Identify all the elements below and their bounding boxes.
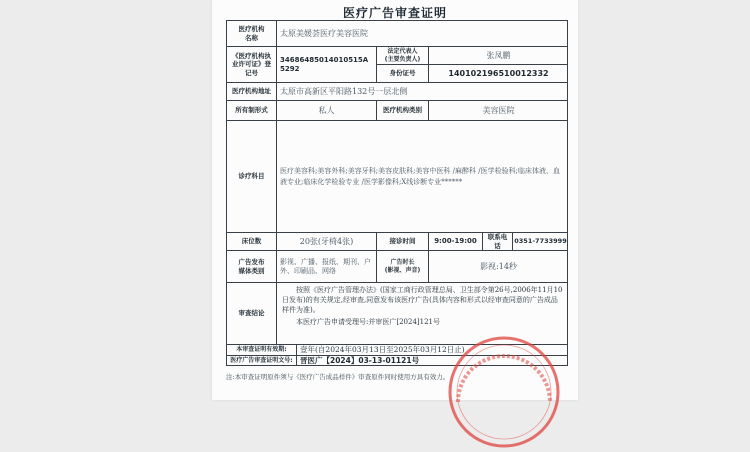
conclusion-application-number: 本医疗广告申请受理号:并审医广[2024]121号 <box>296 318 440 327</box>
value-category: 美容医院 <box>428 100 568 120</box>
value-beds: 20张(牙椅4张) <box>276 232 376 250</box>
label-conclusion: 审查结论 <box>226 282 276 344</box>
value-subjects: 医疗美容科;美容外科;美容牙科;美容皮肤科;美容中医科 /麻醉科 /医学检验科;临床体液、血液专业;临床化学检验专业 /医学影像科;X线诊断专业****** <box>276 120 568 232</box>
label-ownership: 所有制形式 <box>226 100 276 120</box>
footnote: 注:本审查证明原件须与《医疗广告成品样件》审查原件同时使用方具有效力。 <box>226 373 450 381</box>
label-media-type: 广告发布 媒体类别 <box>226 250 276 282</box>
conclusion-paragraph: 按照《医疗广告管理办法》(国家工商行政管理总局、卫生部令第26号,2006年11月10日发布)的有关规定,经审查,同意发布该医疗广告(具体内容和形式以经审查同意的广告成品样件为准)。 <box>282 286 563 315</box>
label-phone: 联系电话 <box>482 232 512 250</box>
value-address: 太原市高新区平阳路132号一层北侧 <box>276 82 568 100</box>
value-phone: 0351-7733999 <box>512 232 568 250</box>
value-valid-period: 壹年(自2024年03月13日至2025年03月12日止) <box>296 344 568 355</box>
value-approval-number: 晋医广【2024】03-13-01121号 <box>296 355 568 366</box>
label-address: 医疗机构地址 <box>226 82 276 100</box>
label-id-number: 身份证号 <box>376 64 428 82</box>
value-license-number: 34686485014010515A5292 <box>276 46 376 82</box>
label-category: 医疗机构类别 <box>376 100 428 120</box>
label-subjects: 诊疗科目 <box>226 120 276 232</box>
value-legal-representative: 张凤鹏 <box>428 46 568 64</box>
label-institution-name: 医疗机构 名称 <box>226 20 276 46</box>
certificate-paper <box>212 0 578 400</box>
value-duration: 影视:14秒 <box>428 250 568 282</box>
value-institution-name: 太原美媛荟医疗美容医院 <box>276 20 568 46</box>
label-duration: 广告时长 (影视、声音) <box>376 250 428 282</box>
certificate-title: 医疗广告审查证明 <box>342 6 447 20</box>
value-media-type: 影视、广播、报纸、期刊、户外、印刷品、网络 <box>276 250 376 282</box>
label-license-number: 《医疗机构执 业许可证》登 记号 <box>226 46 276 82</box>
label-legal-representative: 法定代表人 (主要负责人) <box>376 46 428 64</box>
value-hours: 9:00-19:00 <box>428 232 482 250</box>
official-seal-stamp <box>444 332 564 452</box>
label-valid-period: 本审查证明有效期: <box>226 344 296 355</box>
value-ownership: 私人 <box>276 100 376 120</box>
label-hours: 接诊时间 <box>376 232 428 250</box>
label-beds: 床位数 <box>226 232 276 250</box>
label-approval-number: 医疗广告审查证明文号: <box>226 355 296 366</box>
value-id-number: 140102196510012332 <box>428 64 568 82</box>
